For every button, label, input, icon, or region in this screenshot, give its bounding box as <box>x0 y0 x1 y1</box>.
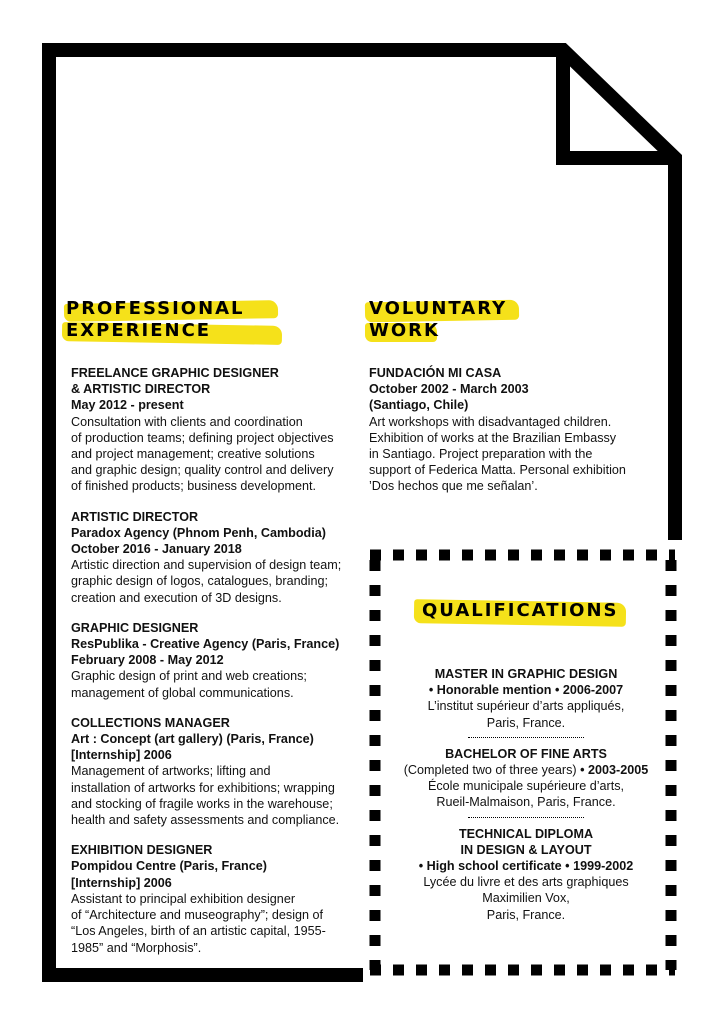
degree-title: MASTER IN GRAPHIC DESIGN <box>434 667 618 681</box>
job-employer: ResPublika - Creative Agency (Paris, France) <box>71 637 340 652</box>
description-line: health and safety assessments and compliance. <box>71 813 340 828</box>
job-dates: February 2008 - May 2012 <box>71 653 224 668</box>
experience-entry <box>71 509 355 606</box>
qualification-entry <box>392 664 660 737</box>
description-line: Assistant to principal exhibition designer <box>71 891 296 906</box>
description-line: management of global communications. <box>71 685 294 700</box>
description-line: installation of artworks for exhibitions; wrapping <box>71 780 335 795</box>
qualifications-heading <box>422 600 619 622</box>
job-description <box>71 668 355 700</box>
description-line: ’Dos hechos que me señalan’. <box>369 479 538 494</box>
description-line: 1985” and “Morphosis”. <box>71 940 202 955</box>
description-line: “Los Angeles, birth of an artistic capital, 1955- <box>71 924 326 939</box>
degree-institution <box>392 874 660 923</box>
degree-institution <box>392 778 660 810</box>
experience-entry <box>71 842 355 955</box>
voluntary-entry <box>369 365 664 495</box>
description-line: Consultation with clients and coordination <box>71 414 303 429</box>
job-title: & ARTISTIC DIRECTOR <box>71 382 211 397</box>
job-title: GRAPHIC DESIGNER <box>71 620 199 635</box>
professional-heading-line: PROFESSIONAL <box>66 298 245 319</box>
job-employer: Pompidou Centre (Paris, France) <box>71 859 267 874</box>
description-line: and stocking of fragile works in the warehouse; <box>71 796 333 811</box>
qualifications-list <box>392 664 660 929</box>
dash-top <box>366 548 682 560</box>
job-dates: May 2012 - present <box>71 398 184 413</box>
description-line: and graphic design; quality control and delivery <box>71 463 334 478</box>
job-dates: [Internship] 2006 <box>71 748 172 763</box>
institution-line: Paris, France. <box>486 907 566 922</box>
experience-list <box>71 365 355 970</box>
job-description <box>71 557 355 606</box>
degree-note: (Completed two of three years) <box>403 763 577 778</box>
job-title: EXHIBITION DESIGNER <box>71 843 213 858</box>
experience-entry <box>71 715 355 828</box>
institution-line: Paris, France. <box>486 715 566 730</box>
professional-heading <box>66 298 245 342</box>
job-description <box>71 763 355 828</box>
description-line: graphic design of logos, catalogues, branding; <box>71 574 328 589</box>
degree-highlight: • High school certificate • 1999-2002 <box>418 859 634 874</box>
description-line: of production teams; defining project objectives <box>71 430 334 445</box>
description-line: creation and execution of 3D designs. <box>71 590 282 605</box>
voluntary-description <box>369 414 664 495</box>
description-line: in Santiago. Project preparation with the <box>369 447 593 462</box>
voluntary-dates: October 2002 - March 2003 <box>369 382 529 397</box>
dotted-separator <box>468 737 584 738</box>
degree-title: IN DESIGN & LAYOUT <box>460 842 592 857</box>
voluntary-list <box>369 365 664 509</box>
job-dates: October 2016 - January 2018 <box>71 542 242 557</box>
job-title: FREELANCE GRAPHIC DESIGNER <box>71 366 279 380</box>
voluntary-heading-line: WORK <box>369 320 440 341</box>
qualification-entry <box>392 744 660 817</box>
description-line: support of Federica Matta. Personal exhibition <box>369 463 626 478</box>
institution-line: Maximilien Vox, <box>482 891 570 906</box>
qualifications-dashed-border <box>366 548 682 560</box>
job-title: ARTISTIC DIRECTOR <box>71 509 199 524</box>
voluntary-heading-line: VOLUNTARY <box>369 298 508 319</box>
degree-title: TECHNICAL DIPLOMA <box>458 826 594 841</box>
description-line: Artistic direction and supervision of design team; <box>71 558 342 573</box>
organization-name: FUNDACIÓN MI CASA <box>369 366 502 380</box>
institution-line: L’institut supérieur d’arts appliqués, <box>427 699 625 714</box>
institution-line: Rueil-Malmaison, Paris, France. <box>436 795 616 810</box>
experience-entry <box>71 620 355 701</box>
job-description <box>71 891 355 956</box>
description-line: Exhibition of works at the Brazilian Embassy <box>369 430 617 445</box>
description-line: Art workshops with disadvantaged children. <box>369 414 612 429</box>
dotted-separator <box>468 817 584 818</box>
degree-highlight: • Honorable mention • 2006-2007 <box>428 683 624 698</box>
job-employer: Paradox Agency (Phnom Penh, Cambodia) <box>71 525 326 540</box>
job-dates: [Internship] 2006 <box>71 875 172 890</box>
voluntary-location: (Santiago, Chile) <box>369 398 469 413</box>
qualification-entry <box>392 824 660 929</box>
description-line: Graphic design of print and web creations; <box>71 669 307 684</box>
institution-line: Lycée du livre et des arts graphiques <box>423 875 629 890</box>
experience-entry <box>71 365 355 495</box>
qualifications-heading-text: QUALIFICATIONS <box>422 600 619 621</box>
degree-highlight: • 2003-2005 <box>576 763 649 778</box>
description-line: Management of artworks; lifting and <box>71 764 271 779</box>
description-line: of finished products; business development. <box>71 479 317 494</box>
degree-institution <box>392 698 660 730</box>
degree-highlight-line <box>392 762 660 778</box>
institution-line: École municipale supérieure d’arts, <box>427 779 624 794</box>
voluntary-heading <box>369 298 507 342</box>
job-employer: Art : Concept (art gallery) (Paris, France) <box>71 732 314 747</box>
professional-heading-line: EXPERIENCE <box>66 320 212 341</box>
description-line: and project management; creative solutions <box>71 447 315 462</box>
job-description <box>71 414 355 495</box>
degree-title: BACHELOR OF FINE ARTS <box>445 746 607 761</box>
description-line: of “Architecture and museography”; design of <box>71 908 324 923</box>
job-title: COLLECTIONS MANAGER <box>71 715 230 730</box>
